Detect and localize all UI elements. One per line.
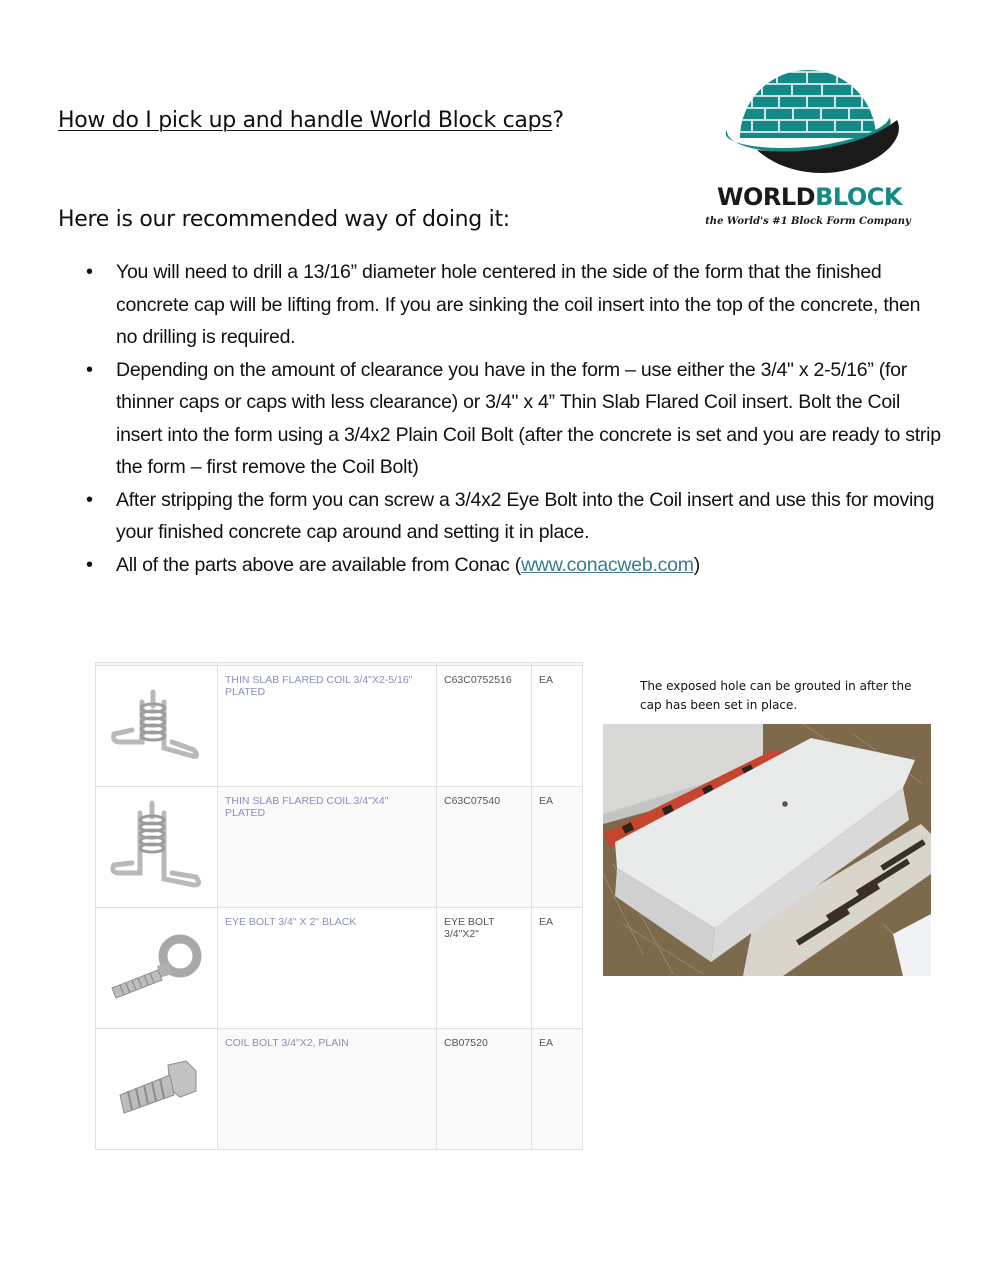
part-code: C63C0752516	[437, 666, 532, 787]
eye-bolt-icon	[102, 914, 210, 1014]
instruction-coil-insert: • Depending on the amount of clearance you have in the form – use either the 3/4" x 2-5/16” (for thinner caps or caps with less clearance) or 3/4" x 4” Thin Slab Flared Coil insert. Bolt the Coil insert into the form using a 3/4x2 Plain Coil Bolt (after the concrete is set and you are ready to strip the form – first remove the Coil Bolt)	[86, 354, 946, 484]
part-unit: EA	[532, 787, 583, 908]
part-code: EYE BOLT 3/4"X2"	[437, 908, 532, 1029]
part-image-cell	[96, 787, 218, 908]
table-row	[96, 1029, 583, 1150]
logo-wordmark: WORLDBLOCK	[717, 183, 902, 211]
part-image-cell	[96, 666, 218, 787]
concrete-cap-on-pallet-image	[603, 724, 931, 976]
part-description[interactable]: THIN SLAB FLARED COIL 3/4"X2-5/16" PLATED	[218, 666, 437, 787]
part-unit: EA	[532, 666, 583, 787]
part-image-cell	[96, 1029, 218, 1150]
instructions-list	[86, 256, 946, 581]
page-title	[58, 108, 564, 133]
intro-text: Here is our recommended way of doing it:	[58, 207, 510, 232]
conac-link[interactable]: www.conacweb.com	[521, 553, 694, 576]
instruction-drill-hole: • You will need to drill a 13/16” diameter hole centered in the side of the form that the finished concrete cap will be lifting from. If you are sinking the coil insert into the top of the concrete, then no drilling is required.	[86, 256, 946, 354]
title-question: How do I pick up and handle World Block caps	[58, 108, 553, 133]
globe-icon	[697, 40, 919, 180]
parts-table	[95, 662, 582, 1157]
part-description[interactable]: COIL BOLT 3/4"X2, PLAIN	[218, 1029, 437, 1150]
part-description[interactable]: THIN SLAB FLARED COIL 3/4"X4" PLATED	[218, 787, 437, 908]
table-row	[96, 666, 583, 787]
part-code: CB07520	[437, 1029, 532, 1150]
instruction-eye-bolt: • After stripping the form you can screw a 3/4x2 Eye Bolt into the Coil insert and use this for moving your finished concrete cap around and setting it in place.	[86, 484, 946, 549]
part-image-cell	[96, 908, 218, 1029]
part-description[interactable]: EYE BOLT 3/4" X 2" BLACK	[218, 908, 437, 1029]
part-unit: EA	[532, 908, 583, 1029]
worldblock-logo	[697, 40, 919, 236]
instruction-availability: • All of the parts above are available from Conac (www.conacweb.com)	[86, 549, 946, 582]
title-question-mark: ?	[552, 108, 564, 133]
logo-tagline: the World's #1 Block Form Company	[705, 216, 911, 227]
coil-bolt-icon	[102, 1035, 210, 1135]
coil-insert-short-icon	[102, 672, 210, 772]
concrete-cap-photo	[603, 724, 931, 976]
photo-caption: The exposed hole can be grouted in after the cap has been set in place.	[640, 679, 912, 712]
part-unit: EA	[532, 1029, 583, 1150]
part-code: C63C07540	[437, 787, 532, 908]
table-row	[96, 787, 583, 908]
coil-insert-tall-icon	[102, 793, 210, 893]
table-row	[96, 908, 583, 1029]
